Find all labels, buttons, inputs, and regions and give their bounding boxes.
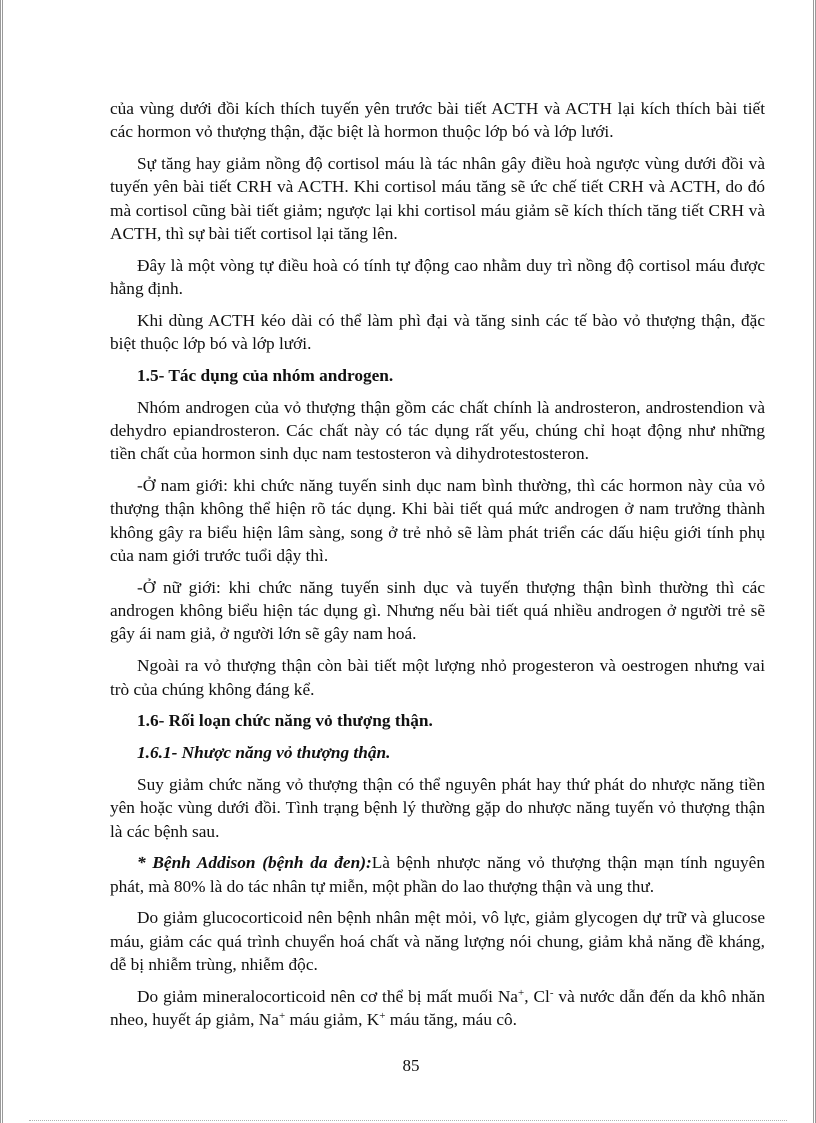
footer-divider [29,1120,787,1121]
section-heading-1-6: 1.6- Rối loạn chức năng vỏ thượng thận. [137,711,433,731]
mineralo-text-2: , Cl [524,986,550,1006]
superscript-plus: + [278,1010,286,1023]
paragraph-4: Khi dùng ACTH kéo dài có thể làm phì đại và tăng sinh các tế bào vỏ thượng thận, đặc biệt thuộc lớp bó và lớp lưới. [110,310,765,354]
paragraph-8: Ngoài ra vỏ thượng thận còn bài tiết một lượng nhỏ progesteron và oestrogen nhưng vai trò của chúng không đáng kể. [110,656,765,699]
superscript-plus: + [517,986,525,999]
section-heading-1-5: 1.5- Tác dụng của nhóm androgen. [137,365,394,385]
mineralo-text-5: máu tăng, máu cô. [385,1010,517,1030]
superscript-minus: - [549,986,554,999]
paragraph-male: -Ở nam giới: khi chức năng tuyến sinh dục nam bình thường, thì các hormon này của vỏ thượng thận không thể hiện rõ tác dụng. Khi bài tiết quá mức androgen ở nam trưởng thành không gây ra biểu hiện lâm sàng, song ở trẻ nhỏ sẽ làm phát triển các dấu hiệu giới tính phụ của nam giới trước tuổi dậy thì. [110,476,765,566]
page-number: 85 [402,1056,420,1075]
paragraph-3: Đây là một vòng tự điều hoà có tính tự động cao nhằm duy trì nồng độ cortisol máu được hằng định. [110,255,765,299]
paragraph-2: Sự tăng hay giảm nồng độ cortisol máu là tác nhân gây điều hoà ngược vùng dưới đồi và tuyến yên bài tiết CRH và ACTH. Khi cortisol máu tăng sẽ ức chế tiết CRH và ACTH, do đó mà cortisol cũng bài tiết giảm; ngược lại khi cortisol máu giảm sẽ kích thích tăng tiết CRH và ACTH, thì sự bài tiết cortisol lại tăng lên. [110,154,765,243]
paragraph-addison [110,851,765,898]
addison-lead: * Bệnh Addison (bệnh da đen): [137,853,372,873]
paragraph-1: của vùng dưới đồi kích thích tuyến yên trước bài tiết ACTH và ACTH lại kích thích bài tiết các hormon vỏ thượng thận, đặc biệt là hormon thuộc lớp bó và lớp lưới. [110,99,765,142]
mineralo-text-1: Do giảm mineralocorticoid nên cơ thể bị mất muối Na [137,986,518,1006]
paragraph-5: Nhóm androgen của vỏ thượng thận gồm các chất chính là androsteron, androstendion và dehydro epiandrosteron. Các chất này có tác dụng rất yếu, chúng chỉ hoạt động như những tiền chất của hormon sinh dục nam testosteron và dihydrotestosteron. [110,397,765,464]
page-body [110,97,765,1040]
mineralo-text-4: máu giảm, K [285,1010,380,1030]
addison-text: Là bệnh nhược năng vỏ thượng thận mạn tính nguyên phát, mà 80% là do tác nhân tự miễn, một phần do lao thượng thận và ung thư. [110,853,765,896]
paragraph-female: -Ở nữ giới: khi chức năng tuyến sinh dục và tuyến thượng thận bình thường thì các androgen không biểu hiện tác dụng gì. Nhưng nếu bài tiết quá nhiều androgen ở người trẻ sẽ gây ái nam giả, ở người lớn sẽ gây nam hoá. [110,577,765,644]
superscript-plus: + [379,1010,386,1023]
paragraph-9: Suy giảm chức năng vỏ thượng thận có thể nguyên phát hay thứ phát do nhược năng tiền yên hoặc vùng dưới đồi. Tình trạng bệnh lý thường gặp do nhược năng tuyến vỏ thượng thận là các bệnh sau. [110,774,765,841]
paragraph-glucocorticoid: Do giảm glucocorticoid nên bệnh nhân mệt mỏi, vô lực, giảm glycogen dự trữ và glucose máu, giảm các quá trình chuyển hoá chất và năng lượng nói chung, giảm khả năng đề kháng, dễ bị nhiễm trùng, nhiễm độc. [110,908,765,974]
mineralo-text-3: và nước dẫn đến da khô nhăn nheo, huyết áp giảm, Na [110,986,765,1030]
paragraph-mineralocorticoid [110,985,765,1032]
subsection-heading-1-6-1: 1.6.1- Nhược năng vỏ thượng thận. [137,743,391,763]
